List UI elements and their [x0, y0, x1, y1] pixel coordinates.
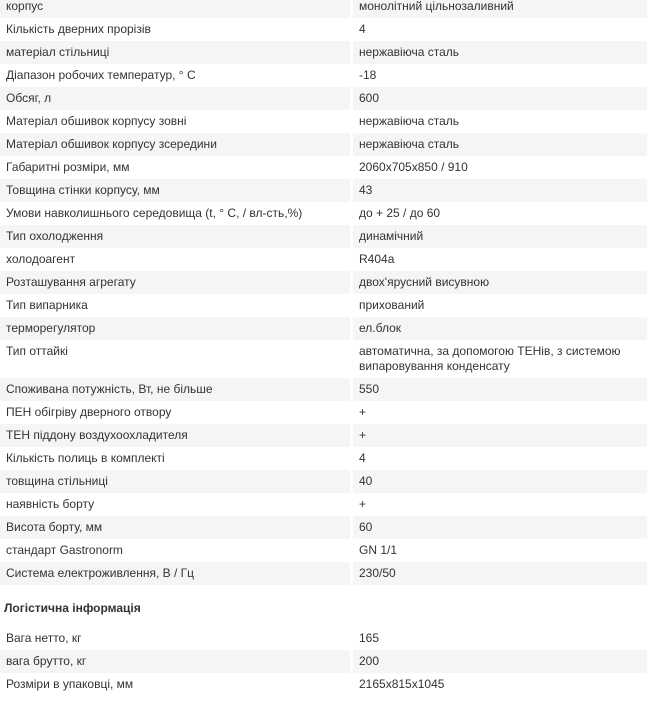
spec-name: Габаритні розміри, мм [0, 156, 353, 179]
spec-value: 230/50 [353, 562, 647, 585]
spec-row [0, 378, 647, 401]
spec-name: наявність борту [0, 493, 353, 516]
spec-value: -18 [359, 68, 377, 82]
spec-row [0, 0, 647, 18]
spec-name: Матеріал обшивок корпусу зовні [0, 110, 353, 133]
spec-row [0, 110, 647, 133]
spec-value: 40 [353, 470, 647, 493]
spec-name: Товщина стінки корпусу, мм [0, 179, 353, 202]
spec-value: нержавіюча сталь [353, 133, 647, 156]
spec-value: 200 [353, 650, 647, 673]
spec-row [0, 248, 647, 271]
spec-name: Тип оттайкі [0, 340, 353, 378]
spec-name: холодоагент [0, 248, 353, 271]
spec-value: динамічний [353, 225, 647, 248]
spec-name: Тип випарника [0, 294, 353, 317]
spec-value: 43 [353, 179, 647, 202]
spec-value: ел.блок [353, 317, 647, 340]
spec-value: двох'ярусний висувною [353, 271, 647, 294]
spec-row [0, 87, 647, 110]
spec-value: GN 1/1 [359, 543, 398, 557]
spec-name: Висота борту, мм [0, 516, 353, 539]
spec-row [0, 317, 647, 340]
spec-row [0, 156, 647, 179]
spec-name: Тип охолодження [0, 225, 353, 248]
spec-row [0, 673, 647, 696]
spec-name: вага брутто, кг [0, 650, 353, 673]
spec-name: матеріал стільниці [0, 41, 353, 64]
spec-row [0, 202, 647, 225]
spec-row [0, 516, 647, 539]
spec-value: нержавіюча сталь [359, 114, 460, 128]
spec-row [0, 179, 647, 202]
spec-value: 165 [359, 631, 380, 645]
spec-name: стандарт Gastronorm [0, 539, 353, 562]
spec-name: Кількість полиць в комплекті [0, 447, 353, 470]
spec-name: товщина стільниці [0, 470, 353, 493]
spec-name: Матеріал обшивок корпусу зсередини [0, 133, 353, 156]
spec-row [0, 271, 647, 294]
spec-name: Діапазон робочих температур, ° С [0, 64, 353, 87]
spec-value: автоматична, за допомогою ТЕНів, з системою випаровування конденсату [359, 344, 621, 373]
spec-name: Умови навколишнього середовища (t, ° С, / вл-сть,%) [0, 202, 353, 225]
spec-row [0, 627, 647, 650]
spec-name: корпус [0, 0, 353, 18]
logistics-table [0, 627, 647, 696]
spec-value: + [353, 424, 647, 447]
spec-value: 4 [359, 22, 366, 36]
spec-name: ПЕН обігріву дверного отвору [0, 401, 353, 424]
spec-name: Система електроживлення, В / Гц [0, 562, 353, 585]
spec-row [0, 133, 647, 156]
spec-row [0, 18, 647, 41]
spec-value: 550 [353, 378, 647, 401]
spec-row [0, 64, 647, 87]
spec-name: Кількість дверних прорізів [0, 18, 353, 41]
spec-name: Обсяг, л [0, 87, 353, 110]
spec-row [0, 340, 647, 378]
spec-name: терморегулятор [0, 317, 353, 340]
spec-row [0, 650, 647, 673]
spec-row [0, 225, 647, 248]
spec-value: R404a [359, 252, 395, 266]
logistics-section-title: Логістична інформація [4, 601, 141, 615]
spec-name: Розташування агрегату [0, 271, 353, 294]
spec-row [0, 294, 647, 317]
spec-value: 4 [359, 451, 366, 465]
spec-value: до + 25 / до 60 [359, 206, 441, 220]
spec-row [0, 493, 647, 516]
spec-row [0, 539, 647, 562]
spec-value: 2060х705х850 / 910 [359, 160, 468, 174]
spec-value: 60 [353, 516, 647, 539]
spec-value: 600 [353, 87, 647, 110]
spec-row [0, 562, 647, 585]
spec-value: нержавіюча сталь [353, 41, 647, 64]
spec-row [0, 447, 647, 470]
spec-name: ТЕН піддону воздухоохладителя [0, 424, 353, 447]
spec-value: + [359, 405, 367, 419]
spec-row [0, 41, 647, 64]
spec-value: монолітний цільнозаливний [353, 0, 647, 18]
spec-value: + [359, 497, 367, 511]
spec-row [0, 401, 647, 424]
spec-row [0, 424, 647, 447]
spec-value: 2165х815х1045 [359, 677, 445, 691]
spec-row [0, 470, 647, 493]
spec-name: Споживана потужність, Вт, не більше [0, 378, 353, 401]
spec-name: Розміри в упаковці, мм [0, 673, 353, 696]
logistics-table-body [0, 627, 647, 696]
spec-name: Вага нетто, кг [0, 627, 353, 650]
spec-value: прихований [359, 298, 425, 312]
